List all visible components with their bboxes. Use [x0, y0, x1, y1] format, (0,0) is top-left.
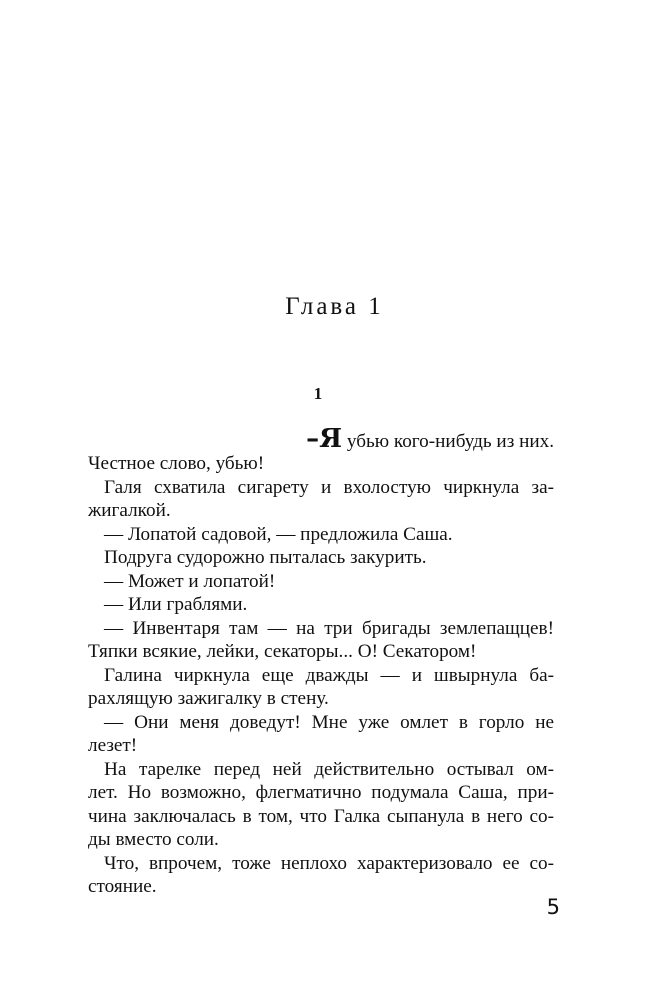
text-line: — Лопатой садовой, — предложила Саша. [104, 523, 453, 545]
chapter-title: Глава 1 [285, 293, 384, 320]
text-line: — Они меня доведут! Мне уже омлет в горло не [104, 711, 554, 733]
text-line: чина заключалась в том, что Галка сыпанула в него со- [88, 805, 554, 827]
text-line: — Или граблями. [104, 594, 248, 615]
text-line: жигалкой. [88, 500, 171, 521]
text-line: — Инвентаря там — на три бригады землепащцев! [104, 617, 554, 639]
text-line: Что, впрочем, тоже неплохо характеризовало ее со- [104, 852, 554, 874]
text-line: Честное слово, убью! [88, 453, 265, 474]
text-line: Подруга судорожно пыталась закурить. [104, 547, 427, 568]
text-line: Тяпки всякие, лейки, секаторы... О! Секатором! [88, 641, 477, 662]
text-line: Галя схватила сигарету и вхолостую чиркнула за- [104, 476, 554, 498]
opening-line [88, 426, 554, 452]
text-line: Галина чиркнула еще дважды — и швырнула ба- [104, 664, 554, 686]
text-line: ды вместо соли. [88, 829, 219, 850]
body-text [88, 426, 554, 899]
text-line: лезет! [88, 735, 138, 756]
text-line: рахлящую зажигалку в стену. [88, 688, 329, 709]
section-number: 1 [313, 384, 323, 403]
text-line: лет. Но возможно, флегматично подумала Саша, при- [88, 782, 554, 803]
text-line: На тарелке перед ней действительно остывал ом- [104, 758, 554, 780]
text-line: — Может и лопатой! [104, 570, 276, 592]
page-number: 5 [546, 895, 560, 919]
text-line: стояние. [88, 876, 157, 897]
opening-text: убью кого-нибудь из них. [342, 431, 554, 452]
dropcap: –Я [306, 424, 343, 454]
